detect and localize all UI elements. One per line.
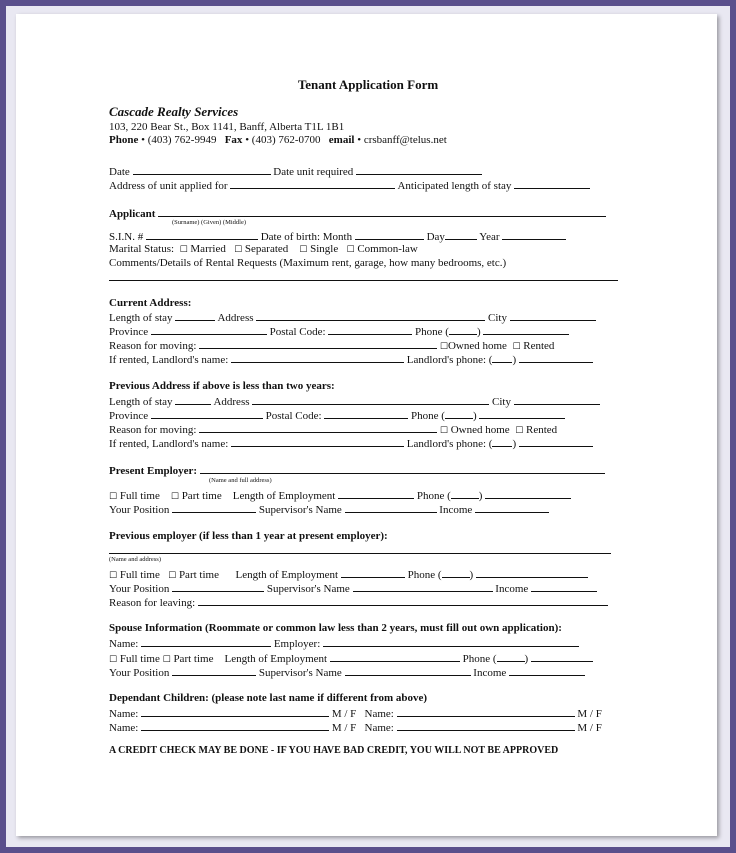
company-contact: Phone • (403) 762-9949 Fax • (403) 762-0700 email • crsbanff@telus.net (109, 134, 447, 146)
spouse-supervisor-field[interactable] (345, 665, 471, 676)
unit-row: Address of unit applied for Anticipated length of stay (109, 178, 590, 193)
prev-employer-position-field[interactable] (172, 581, 264, 592)
prev-employer-reason-field[interactable] (198, 595, 608, 606)
employer-position-field[interactable] (172, 502, 256, 513)
spouse-row-2: ☐ Full time ☐ Part time Length of Employment Phone ( ) (109, 651, 593, 667)
company-address: 103, 220 Bear St., Box 1141, Banff, Alberta T1L 1B1 (109, 121, 345, 133)
prev-employer-phone-field[interactable] (476, 567, 588, 578)
child-4-name-field[interactable] (397, 720, 575, 731)
current-row-2: Province Postal Code: Phone ( ) (109, 324, 569, 339)
current-length-field[interactable] (175, 310, 215, 321)
current-address-heading: Current Address: (109, 297, 192, 309)
previous-city-field[interactable] (514, 394, 600, 405)
prev-employer-supervisor-field[interactable] (353, 581, 493, 592)
child-1-name-field[interactable] (141, 706, 329, 717)
previous-phone-area[interactable] (445, 408, 473, 419)
employer-name-field[interactable] (200, 463, 605, 474)
previous-address-heading: Previous Address if above is less than two years: (109, 380, 335, 392)
employer-heading: Present Employer: (109, 463, 605, 478)
current-row-1: Length of stay Address City (109, 310, 596, 325)
spouse-name-field[interactable] (141, 636, 271, 647)
sin-row: S.I.N. # Date of birth: Month Day Year (109, 229, 566, 244)
employer-row-1: ☐ Full time ☐ Part time Length of Employment Phone ( ) (109, 488, 571, 504)
spouse-row-1: Name: Employer: (109, 636, 579, 651)
date-row: Date Date unit required (109, 164, 482, 179)
spouse-position-field[interactable] (172, 665, 256, 676)
previous-owned-checkbox[interactable]: ☐ (439, 426, 448, 436)
current-province-field[interactable] (151, 324, 267, 335)
comments-field[interactable] (109, 280, 618, 281)
children-row-2: Name: M / F Name: M / F (109, 722, 602, 734)
prev-employer-length-field[interactable] (341, 567, 405, 578)
spouse-income-field[interactable] (509, 665, 585, 676)
previous-phone-field[interactable] (479, 408, 565, 419)
spouse-length-field[interactable] (330, 651, 460, 662)
previous-postal-field[interactable] (324, 408, 408, 419)
single-checkbox[interactable]: ☐ (299, 245, 308, 255)
spouse-phone-area[interactable] (497, 651, 525, 662)
previous-row-3: Reason for moving: ☐ Owned home ☐ Rented (109, 424, 558, 436)
previous-row-2: Province Postal Code: Phone ( ) (109, 408, 565, 423)
prev-employer-row-2: Your Position Supervisor's Name Income (109, 581, 597, 596)
employer-part-checkbox[interactable]: ☐ (170, 492, 179, 502)
spouse-phone-field[interactable] (531, 651, 593, 662)
previous-length-field[interactable] (175, 394, 211, 405)
separated-checkbox[interactable]: ☐ (234, 245, 243, 255)
employer-supervisor-field[interactable] (345, 502, 437, 513)
employer-phone-area[interactable] (451, 488, 479, 499)
spouse-employer-field[interactable] (323, 636, 579, 647)
previous-row-4: If rented, Landlord's name: Landlord's phone: ( ) (109, 436, 593, 451)
married-checkbox[interactable]: ☐ (179, 245, 188, 255)
previous-province-field[interactable] (151, 408, 263, 419)
spouse-heading: Spouse Information (Roommate or common law less than 2 years, must fill out own application): (109, 622, 562, 634)
previous-address-field[interactable] (252, 394, 489, 405)
current-address-field[interactable] (256, 310, 485, 321)
credit-check-notice: A CREDIT CHECK MAY BE DONE - IF YOU HAVE BAD CREDIT, YOU WILL NOT BE APPROVED (109, 745, 559, 756)
form-title: Tenant Application Form (297, 77, 439, 92)
previous-reason-field[interactable] (199, 422, 437, 433)
dob-month-field[interactable] (355, 229, 424, 240)
prev-employer-part-checkbox[interactable]: ☐ (168, 571, 177, 581)
sin-field[interactable] (146, 229, 258, 240)
employer-length-field[interactable] (338, 488, 414, 499)
previous-landlord-field[interactable] (231, 436, 404, 447)
prev-employer-income-field[interactable] (531, 581, 597, 592)
marital-row: Marital Status: ☐ Married ☐ Separated ☐ Single ☐ Common-law (109, 243, 418, 255)
spouse-row-3: Your Position Supervisor's Name Income (109, 665, 585, 680)
prev-employer-full-checkbox[interactable]: ☐ (109, 571, 118, 581)
child-2-name-field[interactable] (397, 706, 575, 717)
prev-employer-name-field[interactable] (109, 553, 611, 554)
date-required-field[interactable] (356, 164, 482, 175)
current-rented-checkbox[interactable]: ☐ (512, 342, 521, 352)
dob-year-field[interactable] (502, 229, 566, 240)
employer-hint: (Name and full address) (209, 477, 272, 484)
common-law-checkbox[interactable]: ☐ (346, 245, 355, 255)
employer-income-field[interactable] (475, 502, 549, 513)
applicant-name-field[interactable] (158, 206, 606, 217)
current-landlord-phone[interactable] (519, 352, 593, 363)
date-field[interactable] (133, 164, 271, 175)
previous-landlord-phone[interactable] (519, 436, 593, 447)
current-landlord-area[interactable] (492, 352, 512, 363)
prev-employer-row-3: Reason for leaving: (109, 595, 608, 610)
comments-label: Comments/Details of Rental Requests (Maximum rent, garage, how many bedrooms, etc.) (109, 257, 507, 269)
prev-employer-heading: Previous employer (if less than 1 year at present employer): (109, 530, 388, 542)
previous-landlord-area[interactable] (492, 436, 512, 447)
current-landlord-field[interactable] (231, 352, 404, 363)
previous-rented-checkbox[interactable]: ☐ (515, 426, 524, 436)
applicant-name-hint: (Surname) (Given) (Middle) (172, 219, 247, 226)
previous-row-1: Length of stay Address City (109, 394, 600, 409)
current-phone-area[interactable] (449, 324, 477, 335)
current-owned-checkbox[interactable]: ☐ (439, 342, 448, 352)
dob-day-field[interactable] (445, 229, 477, 240)
current-postal-field[interactable] (328, 324, 412, 335)
child-3-name-field[interactable] (141, 720, 329, 731)
current-row-3: Reason for moving: ☐Owned home ☐ Rented (109, 340, 555, 352)
prev-employer-hint: (Name and address) (109, 556, 161, 563)
spouse-part-checkbox[interactable]: ☐ (162, 655, 171, 665)
children-heading: Dependant Children: (please note last name if different from above) (109, 692, 428, 704)
current-row-4: If rented, Landlord's name: Landlord's phone: ( ) (109, 352, 593, 367)
employer-full-checkbox[interactable]: ☐ (109, 492, 118, 502)
company-name: Cascade Realty Services (109, 104, 239, 119)
children-row-1: Name: M / F Name: M / F (109, 708, 602, 720)
spouse-full-checkbox[interactable]: ☐ (109, 655, 118, 665)
employer-phone-field[interactable] (485, 488, 571, 499)
current-city-field[interactable] (510, 310, 596, 321)
current-phone-field[interactable] (483, 324, 569, 335)
prev-employer-phone-area[interactable] (442, 567, 470, 578)
unit-address-field[interactable] (230, 178, 395, 189)
length-stay-field[interactable] (514, 178, 590, 189)
applicant-heading: Applicant (109, 206, 606, 221)
employer-row-2: Your Position Supervisor's Name Income (109, 502, 549, 517)
current-reason-field[interactable] (199, 338, 437, 349)
prev-employer-row-1: ☐ Full time ☐ Part time Length of Employment Phone ( ) (109, 567, 588, 583)
